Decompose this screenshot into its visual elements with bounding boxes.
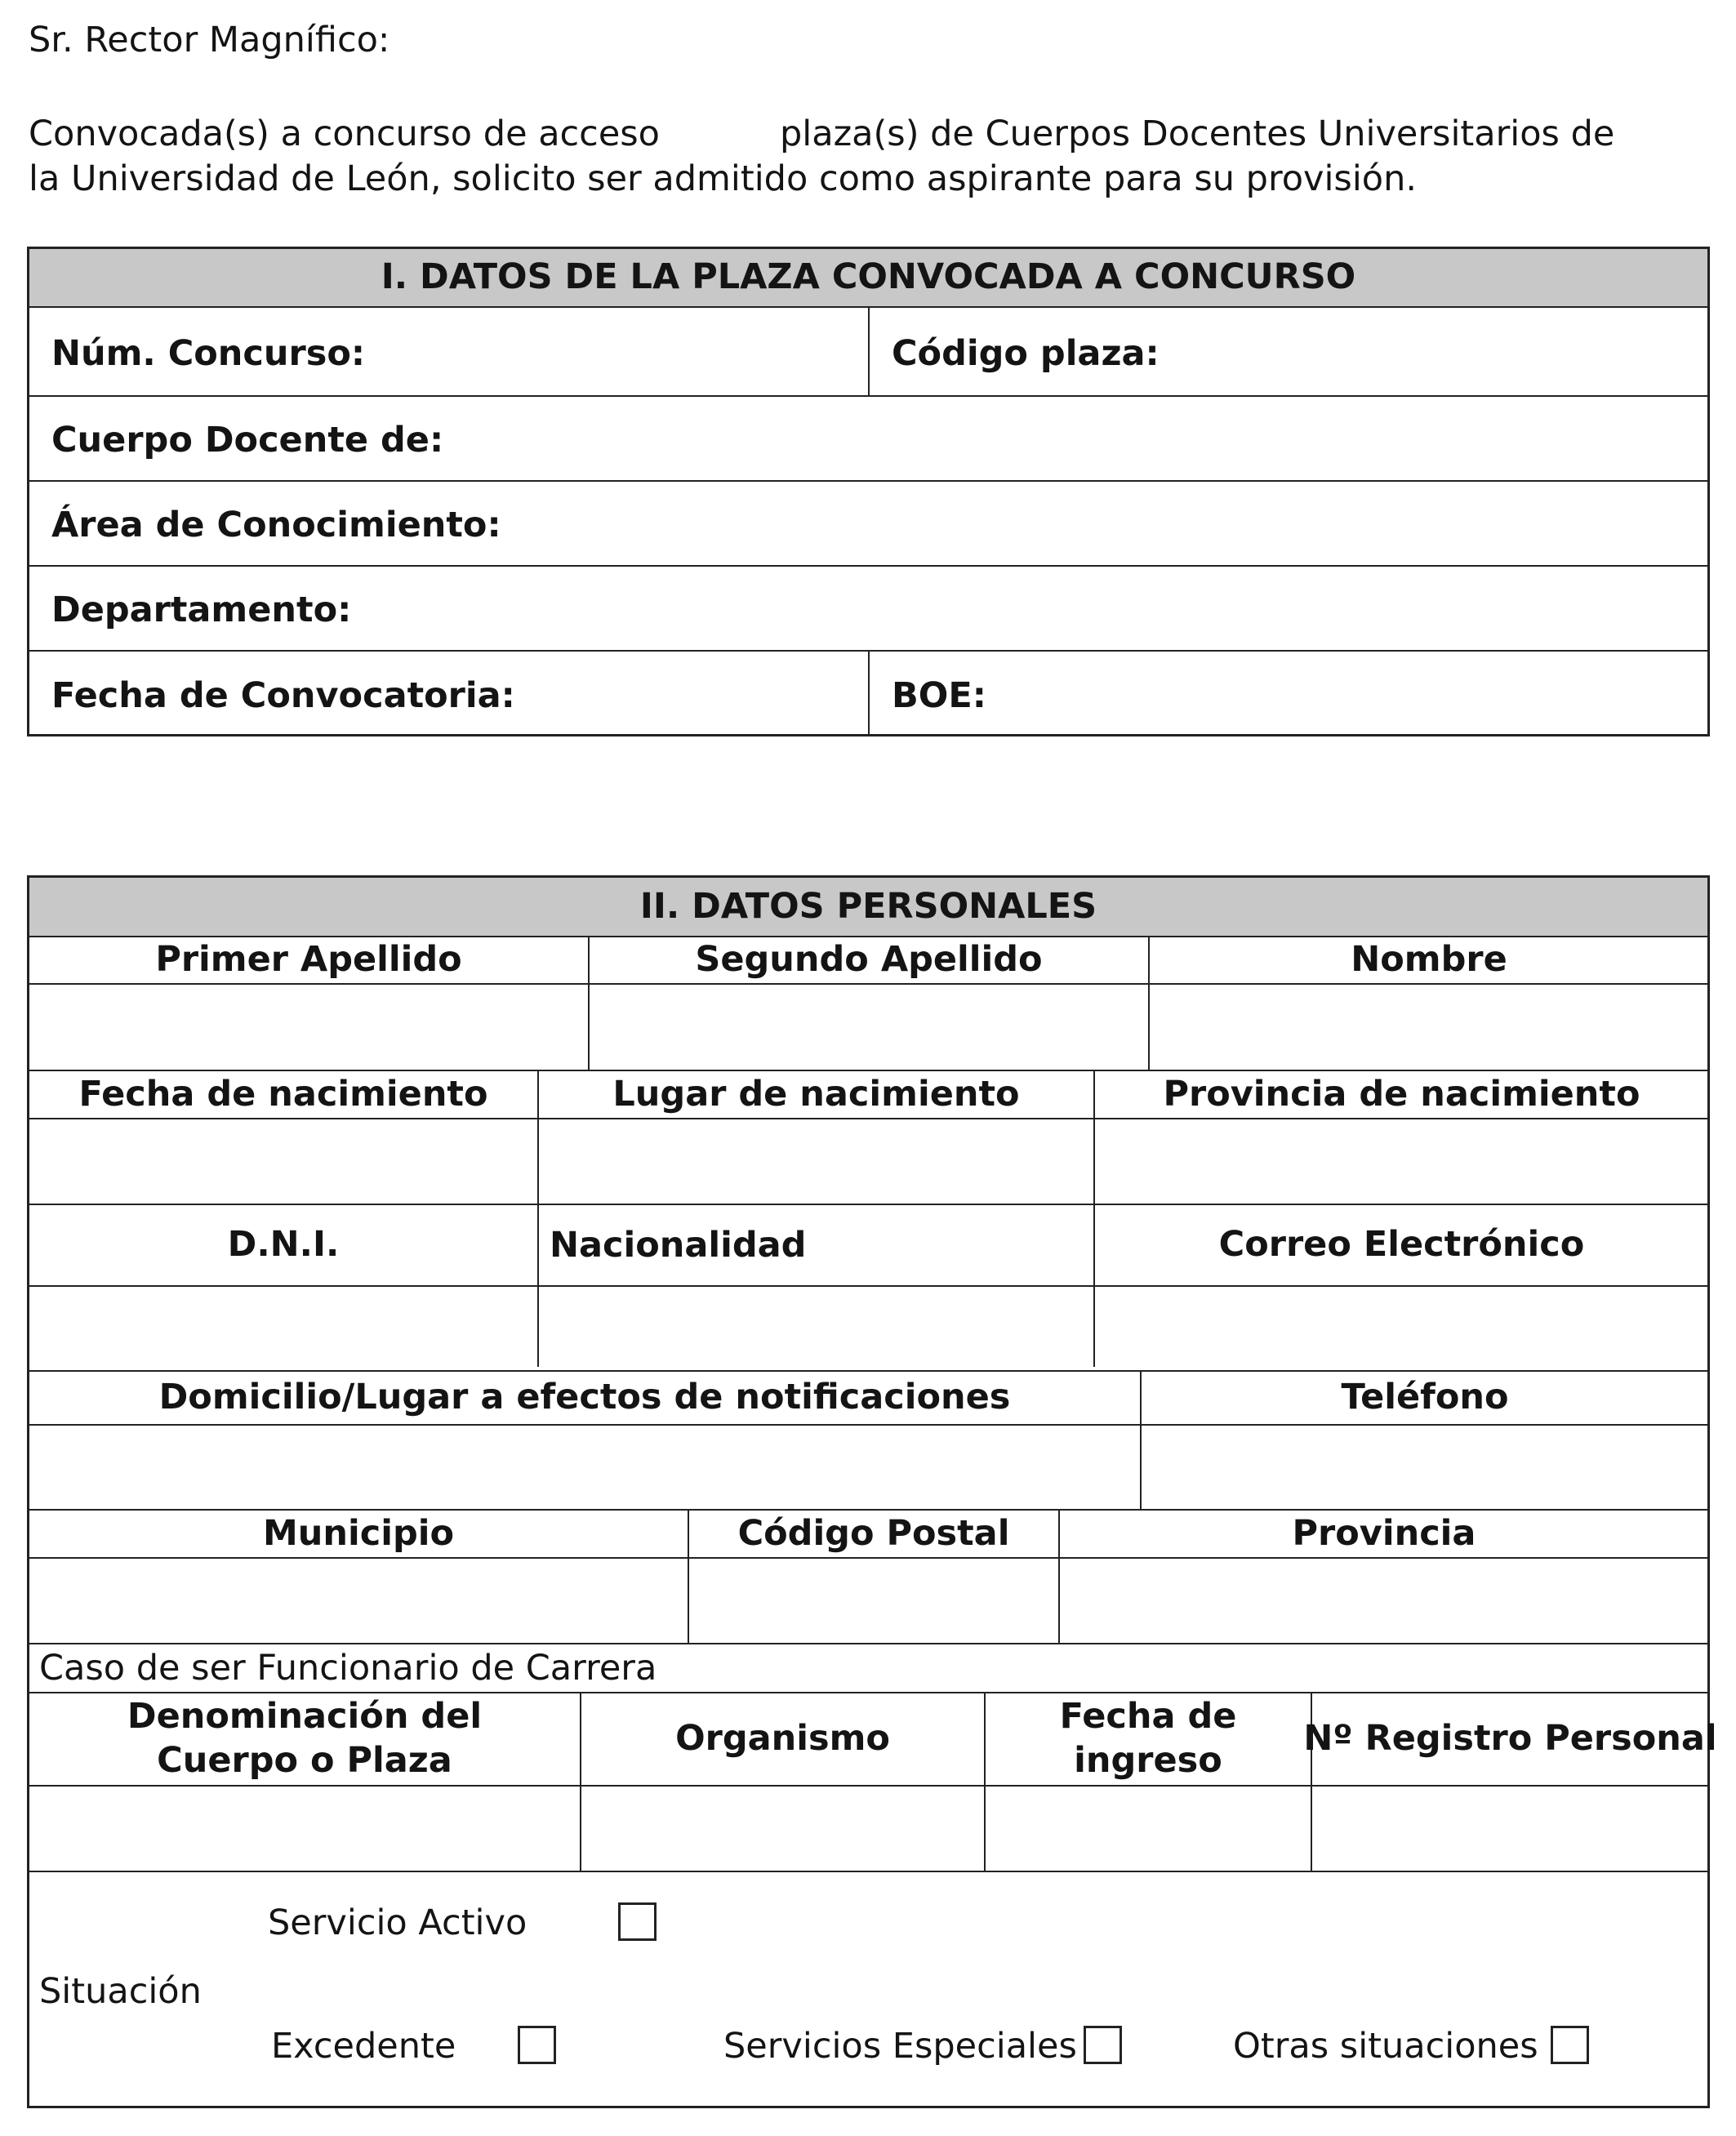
registro-personal-field[interactable] <box>1312 1787 1708 1871</box>
divider <box>29 480 1709 482</box>
denominacion-field[interactable] <box>29 1787 580 1871</box>
correo-field[interactable] <box>1095 1287 1708 1370</box>
provincia-nacimiento-field[interactable] <box>1095 1119 1708 1204</box>
nacionalidad-label: Nacionalidad <box>550 1225 807 1266</box>
departamento-field[interactable] <box>343 567 1707 648</box>
divider <box>868 651 870 735</box>
provincia-field[interactable] <box>1060 1559 1708 1643</box>
section-plaza-title: I. DATOS DE LA PLAZA CONVOCADA A CONCURSO <box>381 256 1356 298</box>
area-label: Área de Conocimiento: <box>51 505 501 545</box>
lugar-nacimiento-field[interactable] <box>539 1119 1093 1204</box>
segundo-apellido-label: Segundo Apellido <box>695 939 1043 981</box>
servicios-especiales-label: Servicios Especiales <box>723 2026 1077 2067</box>
otras-situaciones-checkbox[interactable] <box>1551 2026 1589 2064</box>
otras-situaciones-label: Otras situaciones <box>1233 2026 1538 2067</box>
servicio-activo-checkbox[interactable] <box>618 1902 657 1941</box>
segundo-apellido-field[interactable] <box>590 985 1148 1070</box>
intro-line-1a: Convocada(s) a concurso de acceso <box>29 113 660 154</box>
telefono-label: Teléfono <box>1341 1377 1509 1418</box>
servicios-especiales-checkbox[interactable] <box>1084 2026 1122 2064</box>
cuerpo-docente-field[interactable] <box>441 398 1707 478</box>
fecha-nacimiento-field[interactable] <box>29 1119 537 1204</box>
nombre-label: Nombre <box>1351 939 1507 981</box>
section-personal-title: II. DATOS PERSONALES <box>639 885 1097 927</box>
codigo-plaza-label: Código plaza: <box>892 333 1160 374</box>
area-field[interactable] <box>490 483 1707 563</box>
excedente-label: Excedente <box>271 2026 456 2067</box>
organismo-label: Organismo <box>675 1718 890 1760</box>
registro-personal-label: Nº Registro Personal <box>1303 1718 1717 1760</box>
fecha-convocatoria-label: Fecha de Convocatoria: <box>51 675 515 716</box>
domicilio-label: Domicilio/Lugar a efectos de notificaciones <box>158 1377 1011 1418</box>
municipio-field[interactable] <box>29 1559 688 1643</box>
cuerpo-docente-label: Cuerpo Docente de: <box>51 420 444 461</box>
fecha-nacimiento-label: Fecha de nacimiento <box>78 1073 488 1115</box>
dni-label: D.N.I. <box>227 1224 340 1266</box>
provincia-nacimiento-label: Provincia de nacimiento <box>1163 1073 1640 1115</box>
correo-label: Correo Electrónico <box>1218 1224 1585 1266</box>
num-plazas-field[interactable] <box>653 111 776 155</box>
codigo-postal-label: Código Postal <box>737 1512 1010 1554</box>
telefono-field[interactable] <box>1142 1426 1708 1509</box>
lugar-nacimiento-label: Lugar de nacimiento <box>612 1073 1020 1115</box>
codigo-plaza-field[interactable] <box>1160 309 1707 394</box>
nombre-field[interactable] <box>1150 985 1708 1070</box>
intro-line-1b: plaza(s) de Cuerpos Docentes Universitarios de <box>780 113 1615 154</box>
municipio-label: Municipio <box>262 1512 455 1554</box>
excedente-checkbox[interactable] <box>518 2026 556 2064</box>
num-concurso-label: Núm. Concurso: <box>51 333 366 374</box>
divider <box>29 395 1709 397</box>
boe-label: BOE: <box>892 675 986 716</box>
funcionario-label: Caso de ser Funcionario de Carrera <box>39 1648 657 1689</box>
primer-apellido-field[interactable] <box>29 985 588 1070</box>
divider <box>29 565 1709 567</box>
dni-field[interactable] <box>29 1287 537 1370</box>
nacionalidad-field[interactable] <box>539 1287 1093 1370</box>
boe-field[interactable] <box>996 652 1707 733</box>
situacion-label: Situación <box>39 1971 202 2012</box>
fecha-ingreso-label: Fecha de ingreso <box>1059 1696 1237 1781</box>
provincia-label: Provincia <box>1292 1512 1476 1554</box>
codigo-postal-field[interactable] <box>689 1559 1058 1643</box>
denominacion-label: Denominación del Cuerpo o Plaza <box>127 1696 483 1781</box>
num-concurso-field[interactable] <box>376 309 866 394</box>
fecha-convocatoria-field[interactable] <box>498 652 866 733</box>
primer-apellido-label: Primer Apellido <box>155 939 462 981</box>
servicio-activo-label: Servicio Activo <box>268 1902 527 1943</box>
divider <box>29 1643 1709 1644</box>
salutation: Sr. Rector Magnífico: <box>29 20 390 60</box>
divider <box>29 1871 1709 1872</box>
divider <box>868 307 870 395</box>
departamento-label: Departamento: <box>51 590 352 630</box>
fecha-ingreso-field[interactable] <box>986 1787 1311 1871</box>
domicilio-field[interactable] <box>29 1426 1140 1509</box>
intro-line-2: la Universidad de León, solicito ser admitido como aspirante para su provisión. <box>29 158 1417 199</box>
organismo-field[interactable] <box>581 1787 984 1871</box>
